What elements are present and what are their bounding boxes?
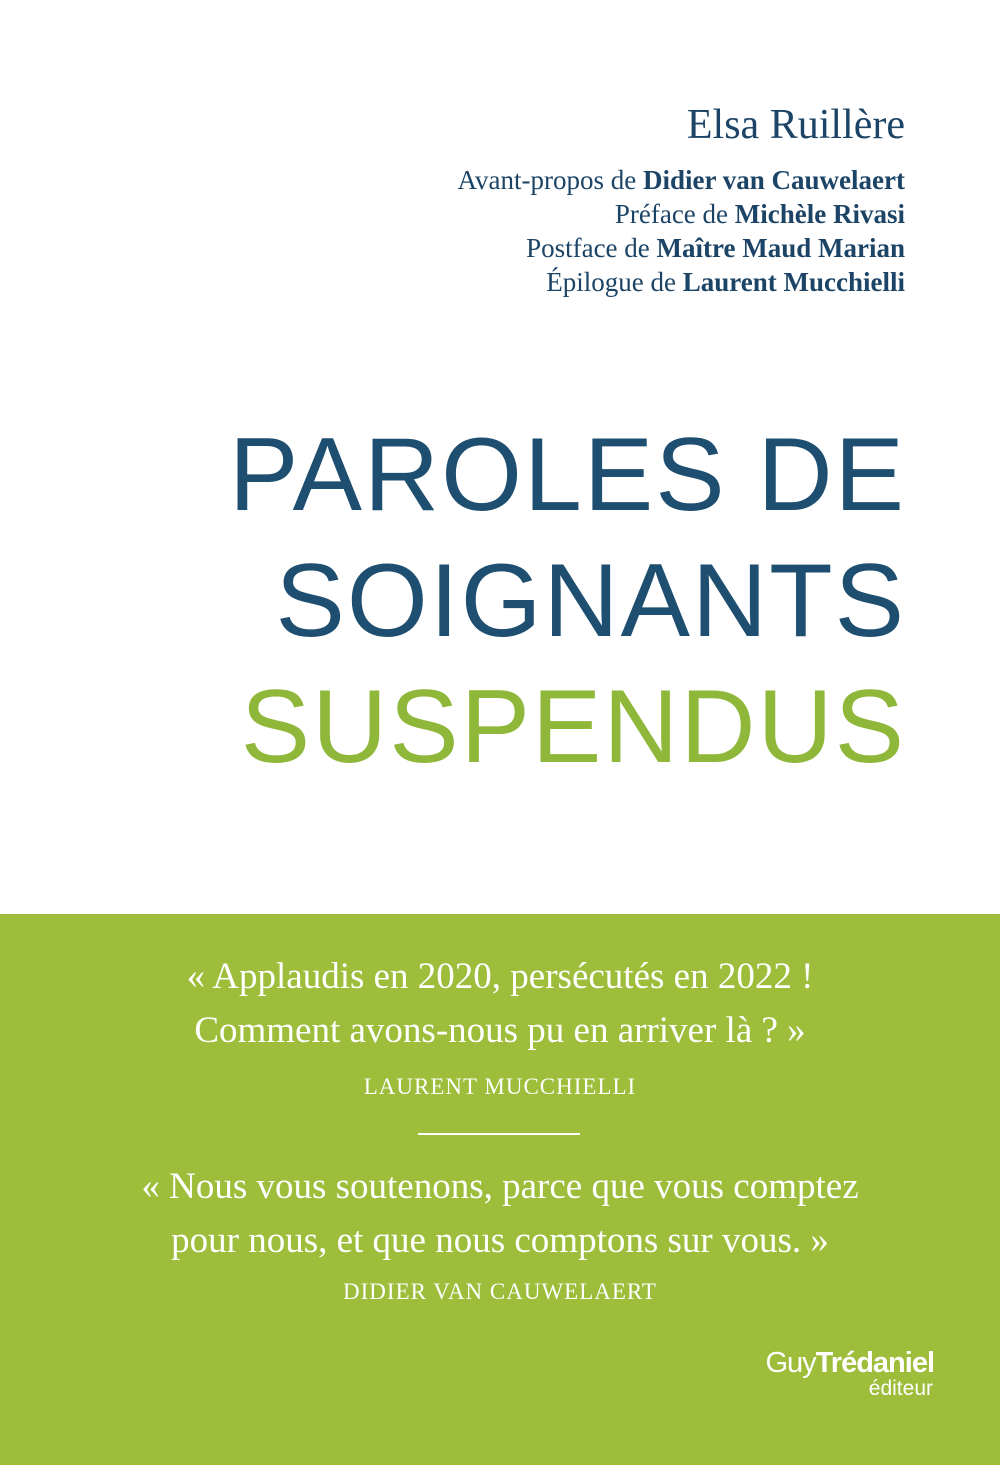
title-line-2: SOIGNANTS xyxy=(275,543,906,659)
credit-name: Laurent Mucchielli xyxy=(682,267,905,297)
credit-preface xyxy=(458,197,905,231)
title-line-3: SUSPENDUS xyxy=(240,669,906,785)
quote-line: « Applaudis en 2020, persécutés en 2022 ! xyxy=(186,956,814,997)
credit-foreword xyxy=(458,163,905,197)
credit-prefix: Avant-propos de xyxy=(457,165,637,195)
publisher-first-name: Guy xyxy=(765,1347,816,1379)
quote-line: Comment avons-nous pu en arriver là ? » xyxy=(194,1010,806,1051)
quote-1 xyxy=(0,950,1000,1058)
author-name: Elsa Ruillère xyxy=(686,102,905,148)
book-title xyxy=(229,412,906,790)
quote-line: « Nous vous soutenons, parce que vous comptez xyxy=(141,1166,859,1207)
quote-1-attribution: LAURENT MUCCHIELLI xyxy=(363,1074,637,1099)
quote-2-attribution: DIDIER VAN CAUWELAERT xyxy=(343,1279,657,1304)
publisher-logo xyxy=(765,1348,934,1400)
credit-prefix: Préface de xyxy=(614,199,729,229)
publisher-role: éditeur xyxy=(868,1377,933,1400)
quote-divider xyxy=(418,1133,580,1135)
credit-name: Didier van Cauwelaert xyxy=(643,165,905,195)
publisher-last-name: Trédaniel xyxy=(815,1347,934,1379)
credit-prefix: Postface de xyxy=(526,233,650,263)
credit-name: Michèle Rivasi xyxy=(734,199,905,229)
contributors-list xyxy=(458,163,905,299)
credit-epilogue xyxy=(458,265,905,299)
title-line-1: PAROLES DE xyxy=(229,417,906,533)
credit-postface xyxy=(458,231,905,265)
quote-line: pour nous, et que nous comptons sur vous. » xyxy=(171,1220,829,1261)
publisher-name xyxy=(765,1348,934,1378)
quote-2 xyxy=(0,1160,1000,1268)
credit-prefix: Épilogue de xyxy=(546,267,676,297)
credit-name: Maître Maud Marian xyxy=(656,233,905,263)
